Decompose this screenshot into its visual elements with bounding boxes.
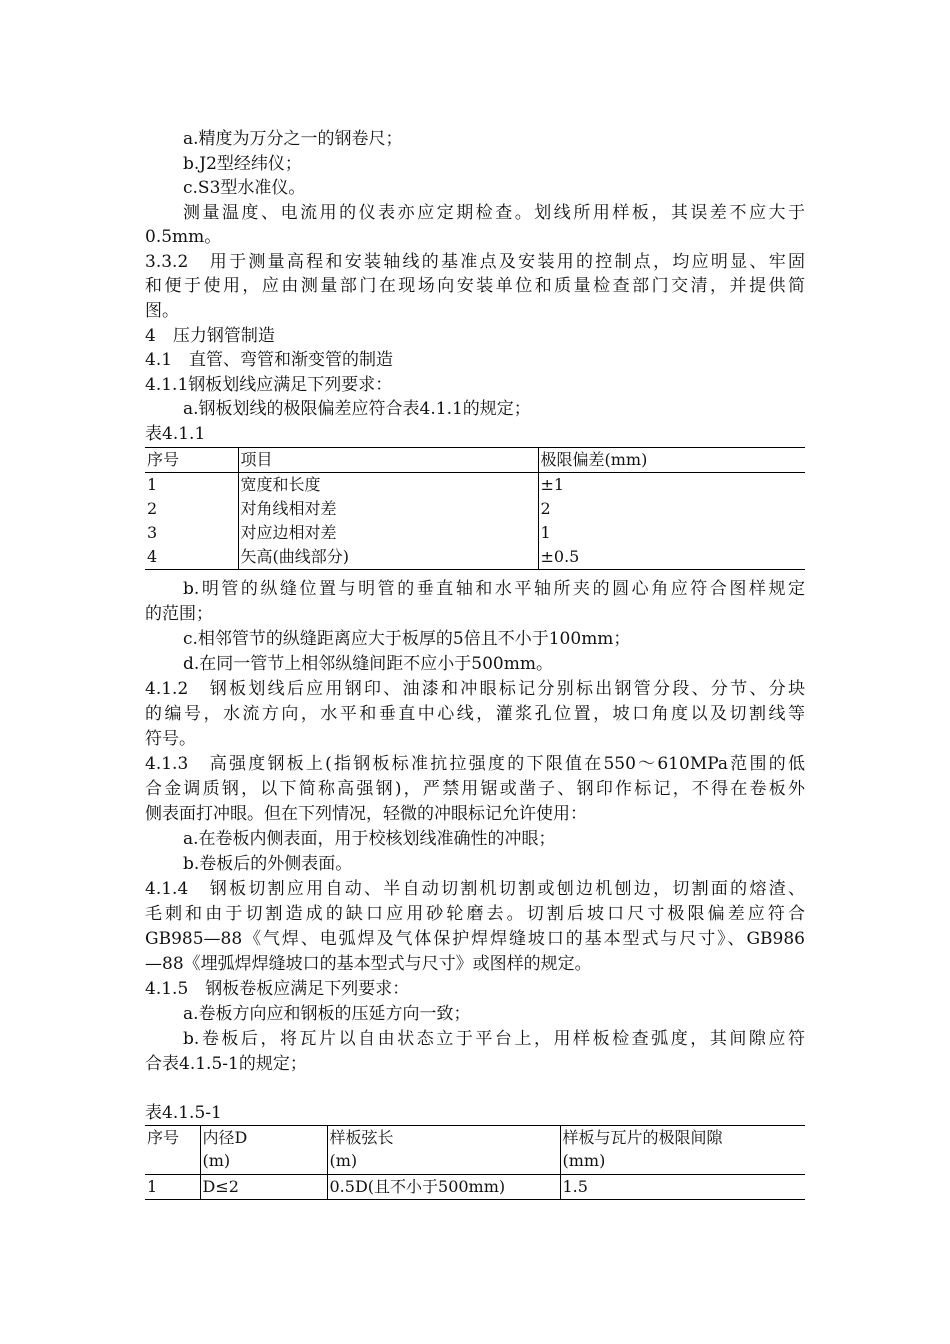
gap-table: [145, 1125, 805, 1200]
text-line: GB985—88《气焊、电弧焊及气体保护焊焊缝坡口的基本型式与尺寸》、GB986: [145, 929, 805, 949]
text-line: b.J2型经纬仪；: [183, 154, 302, 174]
table-cell: 对应边相对差: [238, 521, 538, 545]
text-line: —88《埋弧焊焊缝坡口的基本型式与尺寸》或图样的规定。: [145, 954, 592, 974]
table-cell: 矢高(曲线部分): [238, 545, 538, 570]
table-header-cell: [327, 1126, 560, 1175]
header-text: 样板弦长: [329, 1128, 394, 1147]
table-cell: ±0.5: [538, 545, 805, 570]
table-header-cell: 极限偏差(mm): [538, 448, 805, 473]
table-cell: 4: [145, 545, 238, 570]
text-line: d.在同一管节上相邻纵缝间距不应小于500mm。: [183, 654, 553, 674]
text-line: 侧表面打冲眼。但在下列情况，轻微的冲眼标记允许使用：: [145, 804, 587, 824]
header-text: 内径D: [202, 1128, 248, 1147]
text-line: b.明管的纵缝位置与明管的垂直轴和水平轴所夹的圆心角应符合图样规定: [183, 579, 805, 599]
table-header-cell: 项目: [238, 448, 538, 473]
text-line: c.相邻管节的纵缝距离应大于板厚的5倍且不小于100mm；: [183, 629, 631, 649]
table-row: [145, 545, 805, 570]
table-row: [145, 1175, 805, 1200]
table-cell: ±1: [540, 475, 565, 494]
text-line: 4.1.4 钢板切割应用自动、半自动切割机切割或刨边机刨边，切割面的熔渣、: [145, 879, 805, 899]
header-unit: (m): [202, 1151, 231, 1170]
text-line: a.在卷板内侧表面，用于校核划线准确性的冲眼；: [183, 829, 556, 849]
table-cell: 1.5: [560, 1175, 805, 1200]
table-row: [145, 473, 805, 498]
text-line: a.精度为万分之一的钢卷尺；: [183, 129, 403, 149]
table-cell: 1: [540, 523, 551, 542]
table-cell: 宽度和长度: [238, 473, 538, 498]
text-line: 0.5mm。: [145, 227, 222, 247]
deviation-table: [145, 447, 805, 570]
table-cell: 对角线相对差: [238, 497, 538, 521]
table-header-row: [145, 448, 805, 473]
table-header-cell: 序号: [145, 1126, 200, 1175]
table-header-row: [145, 1126, 805, 1175]
text-line: a.钢板划线的极限偏差应符合表4.1.1的规定；: [183, 399, 531, 419]
header-text: 样板与瓦片的极限间隙: [562, 1128, 723, 1147]
text-line: 4.1.2 钢板划线后应用钢印、油漆和冲眼标记分别标出钢管分段、分节、分块: [145, 679, 805, 699]
table-header-cell: [200, 1126, 327, 1175]
table-row: [145, 521, 805, 545]
text-line: 符号。: [145, 729, 196, 749]
table-header-cell: 序号: [145, 448, 238, 473]
table-cell: 1: [145, 1175, 200, 1200]
section-heading: 4.1 直管、弯管和渐变管的制造: [145, 350, 394, 370]
text-line: 测量温度、电流用的仪表亦应定期检查。划线所用样板，其误差不应大于: [183, 203, 805, 223]
text-line: 图。: [145, 301, 179, 321]
table-caption: 表4.1.1: [145, 424, 206, 444]
text-line: 4.1.5 钢板卷板应满足下列要求：: [145, 979, 410, 999]
table-cell: 3: [145, 521, 238, 545]
table-cell: 1: [145, 473, 238, 498]
text-line: c.S3型水准仪。: [183, 178, 306, 198]
text-line: 合金调质钢，以下简称高强钢)，严禁用锯或凿子、钢印作标记，不得在卷板外: [145, 779, 805, 799]
header-unit: (mm): [562, 1151, 606, 1170]
text-line: b.卷板后的外侧表面。: [183, 854, 353, 874]
text-line: b.卷板后，将瓦片以自由状态立于平台上，用样板检查弧度，其间隙应符: [183, 1029, 805, 1049]
table-cell: 2: [145, 497, 238, 521]
table-cell: 0.5D(且不小于500mm): [327, 1175, 560, 1200]
text-line: 毛刺和由于切割造成的缺口应用砂轮磨去。切割后坡口尺寸极限偏差应符合: [145, 904, 805, 924]
table-cell: D≤2: [200, 1175, 327, 1200]
section-heading: 4 压力钢管制造: [145, 326, 275, 346]
header-unit: (m): [329, 1151, 358, 1170]
table-cell: 2: [540, 499, 551, 518]
text-line: 和便于使用，应由测量部门在现场向安装单位和质量检查部门交清，并提供简: [145, 276, 805, 296]
text-line: 3.3.2 用于测量高程和安装轴线的基准点及安装用的控制点，均应明显、牢固: [145, 252, 805, 272]
table-caption: 表4.1.5-1: [145, 1103, 222, 1123]
text-line: 4.1.1钢板划线应满足下列要求：: [145, 375, 393, 395]
text-line: a.卷板方向应和钢板的压延方向一致；: [183, 1004, 471, 1024]
text-line: 合表4.1.5-1的规定；: [145, 1054, 307, 1074]
table-header-cell: [560, 1126, 805, 1175]
table-row: [145, 497, 805, 521]
text-line: 4.1.3 高强度钢板上(指钢板标准抗拉强度的下限值在550～610MPa范围的低: [145, 754, 805, 774]
text-line: 的编号，水流方向，水平和垂直中心线，灌浆孔位置，坡口角度以及切割线等: [145, 704, 805, 724]
text-line: 的范围；: [145, 604, 213, 624]
